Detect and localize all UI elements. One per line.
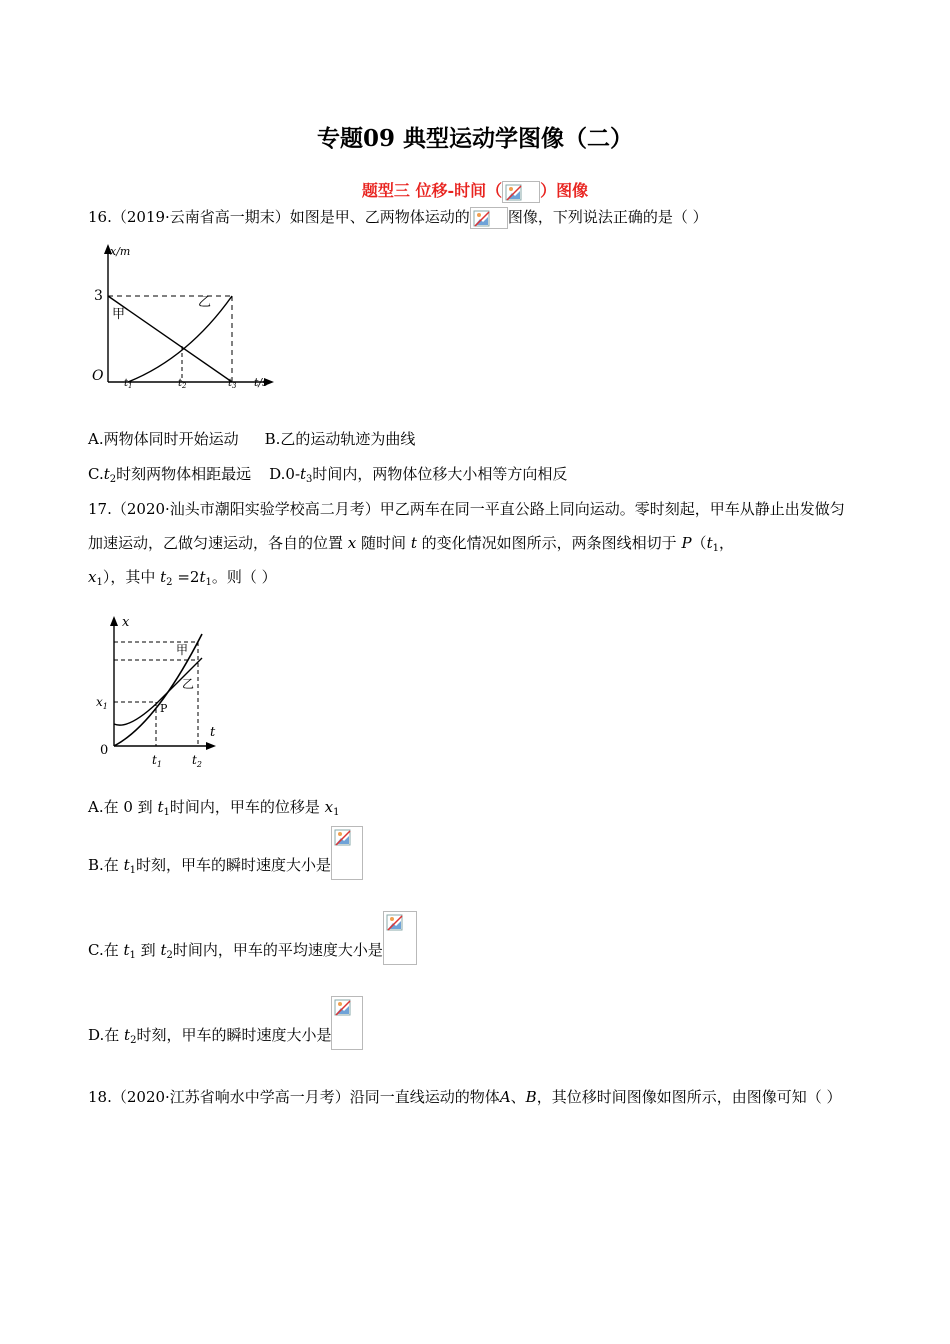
q17-label-yi: 乙	[182, 677, 195, 691]
q16-label-jia: 甲	[112, 307, 126, 322]
subtitle-before: 题型三 位移-时间（	[361, 181, 503, 200]
q17-option-a[interactable]: A.在 0 到 $t_1$时间内，甲车的位移是 $x_1$	[88, 798, 340, 818]
q17-t1-label: $t_1$	[152, 753, 162, 769]
q16-option-b[interactable]: B.乙的运动轨迹为曲线	[264, 430, 416, 448]
q16-options-row1	[88, 428, 415, 450]
broken-image-icon	[502, 181, 540, 203]
q17-origin: 0	[100, 743, 109, 758]
q16-stem	[88, 206, 708, 229]
q16-t1-label: $t_1$	[124, 378, 133, 390]
q16-graph	[88, 240, 288, 400]
q16-stem-after: 图像，下列说法正确的是（ ）	[507, 208, 708, 226]
q17-graph	[90, 612, 230, 772]
q17-x-label: t	[210, 725, 216, 740]
q17-line-yi	[114, 658, 202, 725]
q17-stem: 17.（2020·汕头市潮阳实验学校高二月考）甲乙两车在同一平直公路上同向运动。零时刻起，甲车从静止出发做匀加速运动，乙做匀速运动，各自的位置 x 随时间 t 的变化情况如图所示，两条图线相切于 $P(t_1$， $x_1$），其中 $t_2 =2t_1$。则（ ）	[88, 500, 845, 588]
section-subtitle	[0, 178, 950, 203]
q16-t2-label: $t_2$	[178, 378, 187, 390]
q17-point-p: P	[160, 702, 168, 715]
q16-stem-before: 16.（2019·云南省高一期末）如图是甲、乙两物体运动的	[88, 208, 470, 226]
q16-option-c[interactable]: $C.t_2$时刻两物体相距最远	[88, 465, 252, 485]
page-title: 专题09 典型运动学图像（二）	[316, 125, 633, 152]
q16-curve-yi	[128, 296, 232, 382]
q16-options-row2	[88, 463, 567, 485]
broken-image-icon	[470, 207, 508, 229]
q17-label-jia: 甲	[176, 643, 189, 657]
q16-label-yi: 乙	[198, 295, 212, 310]
q16-y-value: 3	[94, 288, 103, 304]
q16-t3-label: $t_3$	[228, 378, 237, 390]
q17-x-arrow	[206, 742, 216, 750]
q16-option-a[interactable]: A.两物体同时开始运动	[88, 430, 239, 448]
q16-origin: O	[92, 368, 104, 384]
q16-y-label: x/m	[110, 245, 131, 258]
q16-x-label: t/s	[254, 376, 268, 389]
q17-y-arrow	[110, 616, 118, 626]
q16-option-d[interactable]: $D.0-t_3$时间内，两物体位移大小相等方向相反	[269, 465, 568, 485]
q17-option-d[interactable]: D.在 $t_2$时刻，甲车的瞬时速度大小是	[88, 996, 363, 1050]
q17-x1-label: $x_1$	[96, 695, 108, 711]
subtitle-after: ）图像	[540, 181, 589, 200]
q17-option-c[interactable]: C.在 $t_1$ 到 $t_2$时间内，甲车的平均速度大小是	[88, 911, 417, 965]
broken-image-icon	[331, 826, 363, 880]
q17-y-label: x	[122, 615, 130, 630]
q17-option-b[interactable]: B.在 $t_1$时刻，甲车的瞬时速度大小是	[88, 826, 363, 880]
broken-image-icon	[383, 911, 417, 965]
q17-t2-label: $t_2$	[192, 753, 202, 769]
q18-stem: 18.（2020·江苏省响水中学高一月考）沿同一直线运动的物体A、B，其位移时间图像如图所示，由图像可知（ ）	[88, 1088, 842, 1106]
q16-line-jia	[108, 296, 232, 382]
broken-image-icon	[331, 996, 363, 1050]
